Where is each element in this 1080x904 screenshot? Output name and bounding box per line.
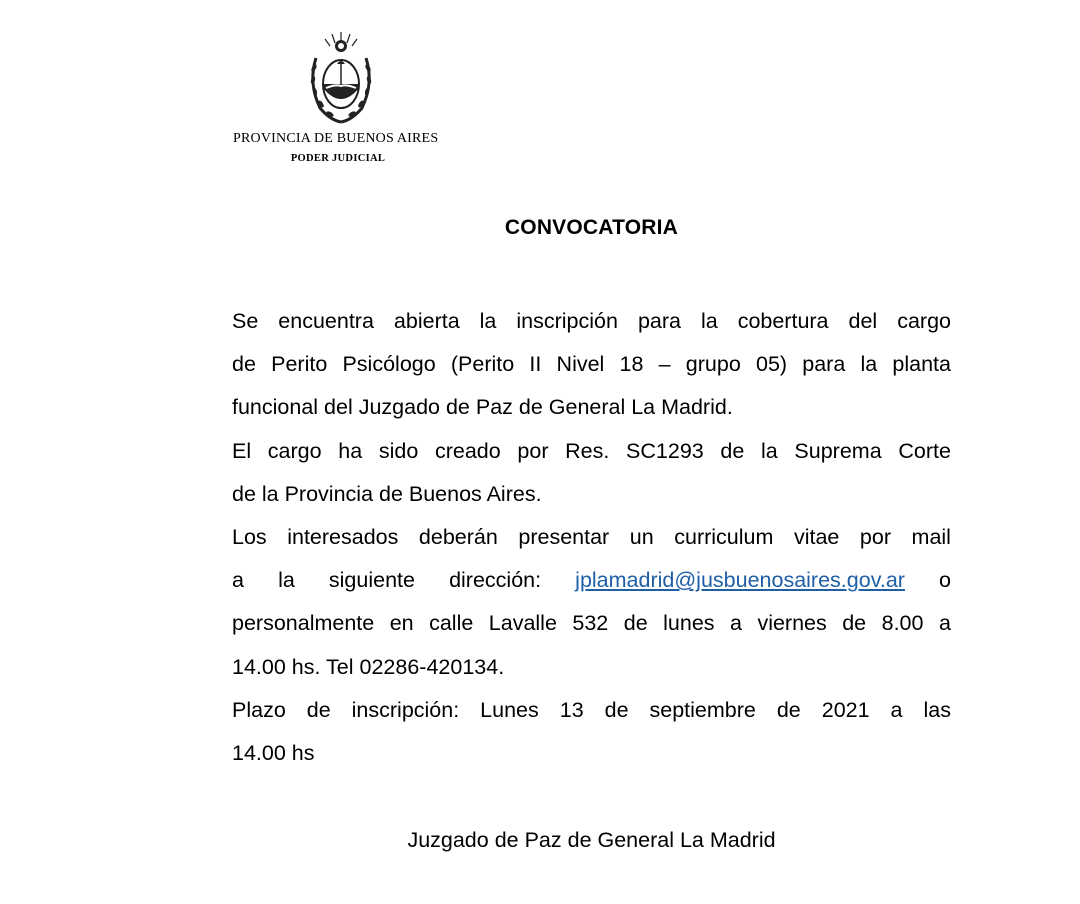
word: a xyxy=(938,611,951,636)
signature: Juzgado de Paz de General La Madrid xyxy=(407,828,776,852)
word: encuentra xyxy=(278,309,374,333)
word: la xyxy=(278,568,295,593)
word: grupo xyxy=(685,352,741,377)
body-line: funcional del Juzgado de Paz de General La Madrid. xyxy=(232,395,733,420)
word: lunes xyxy=(663,611,715,636)
word: cargo xyxy=(897,309,951,333)
word: cargo xyxy=(267,438,322,463)
word: siguiente xyxy=(328,568,415,593)
word: de xyxy=(623,611,648,636)
word: 05) xyxy=(755,352,788,377)
word: Perito xyxy=(271,352,328,377)
body-line: 14.00 hs. Tel 02286-420134. xyxy=(232,654,505,679)
word: abierta xyxy=(393,309,460,333)
word: Se xyxy=(232,309,259,333)
word: Lunes xyxy=(480,697,539,722)
word: ha xyxy=(338,438,363,463)
word: Corte xyxy=(898,438,951,463)
word: sido xyxy=(378,438,419,463)
word: Psicólogo xyxy=(342,352,436,377)
word: personalmente xyxy=(232,611,375,636)
word: II xyxy=(529,352,542,377)
word: un xyxy=(629,524,654,549)
word: para xyxy=(802,352,846,377)
body-line xyxy=(232,516,951,559)
word: de xyxy=(720,438,745,463)
document-title: CONVOCATORIA xyxy=(504,216,679,239)
word: interesados xyxy=(287,524,399,549)
document-body xyxy=(232,300,951,775)
org-subname: PODER JUDICIAL xyxy=(290,153,386,164)
word: creado xyxy=(434,438,501,463)
word: dirección: xyxy=(449,568,542,593)
word: por xyxy=(517,438,549,463)
word: inscripción xyxy=(516,309,618,333)
word: – xyxy=(658,352,671,377)
word: curriculum xyxy=(674,524,774,549)
word: planta xyxy=(892,352,951,377)
word: 8.00 xyxy=(881,611,924,636)
word: la xyxy=(860,352,878,377)
word: SC1293 xyxy=(626,438,704,463)
body-line xyxy=(232,430,951,473)
body-line: 14.00 hs xyxy=(232,740,315,765)
word: Nivel xyxy=(556,352,605,377)
org-name: PROVINCIA DE BUENOS AIRES xyxy=(233,131,439,146)
word: 2021 xyxy=(821,697,870,722)
body-line xyxy=(232,343,951,386)
email-link[interactable]: jplamadrid@jusbuenosaires.gov.ar xyxy=(575,568,905,593)
word: septiembre xyxy=(649,697,756,722)
word: 18 xyxy=(619,352,644,377)
word: 13 xyxy=(559,697,584,722)
coat-of-arms-icon xyxy=(306,28,376,128)
word: 532 xyxy=(572,611,609,636)
word: de xyxy=(306,697,331,722)
word: la xyxy=(700,309,718,333)
word: deberán xyxy=(418,524,498,549)
word: mail xyxy=(911,524,951,549)
word: cobertura xyxy=(737,309,829,333)
word: presentar xyxy=(518,524,610,549)
word: de xyxy=(842,611,867,636)
word: del xyxy=(848,309,878,333)
word: la xyxy=(479,309,497,333)
word: Lavalle xyxy=(488,611,557,636)
word: de xyxy=(604,697,629,722)
word: a xyxy=(890,697,903,722)
body-line: de la Provincia de Buenos Aires. xyxy=(232,481,542,506)
body-line xyxy=(232,689,951,732)
word: Plazo xyxy=(232,697,286,722)
word: por xyxy=(859,524,891,549)
word: o xyxy=(939,568,951,593)
word: Suprema xyxy=(794,438,882,463)
word: en xyxy=(389,611,414,636)
word: vitae xyxy=(793,524,840,549)
word: de xyxy=(232,352,256,377)
word: a xyxy=(232,568,244,593)
body-line-email xyxy=(232,559,951,602)
word: El xyxy=(232,438,252,463)
body-line xyxy=(232,300,951,343)
body-line xyxy=(232,602,951,645)
word: la xyxy=(761,438,778,463)
word: Res. xyxy=(565,438,610,463)
word: a xyxy=(730,611,742,636)
word: (Perito xyxy=(450,352,515,377)
word: Los xyxy=(232,524,267,549)
word: inscripción: xyxy=(351,697,460,722)
word: para xyxy=(637,309,681,333)
word: las xyxy=(923,697,951,722)
word: calle xyxy=(429,611,474,636)
word: viernes xyxy=(757,611,827,636)
word: de xyxy=(776,697,801,722)
